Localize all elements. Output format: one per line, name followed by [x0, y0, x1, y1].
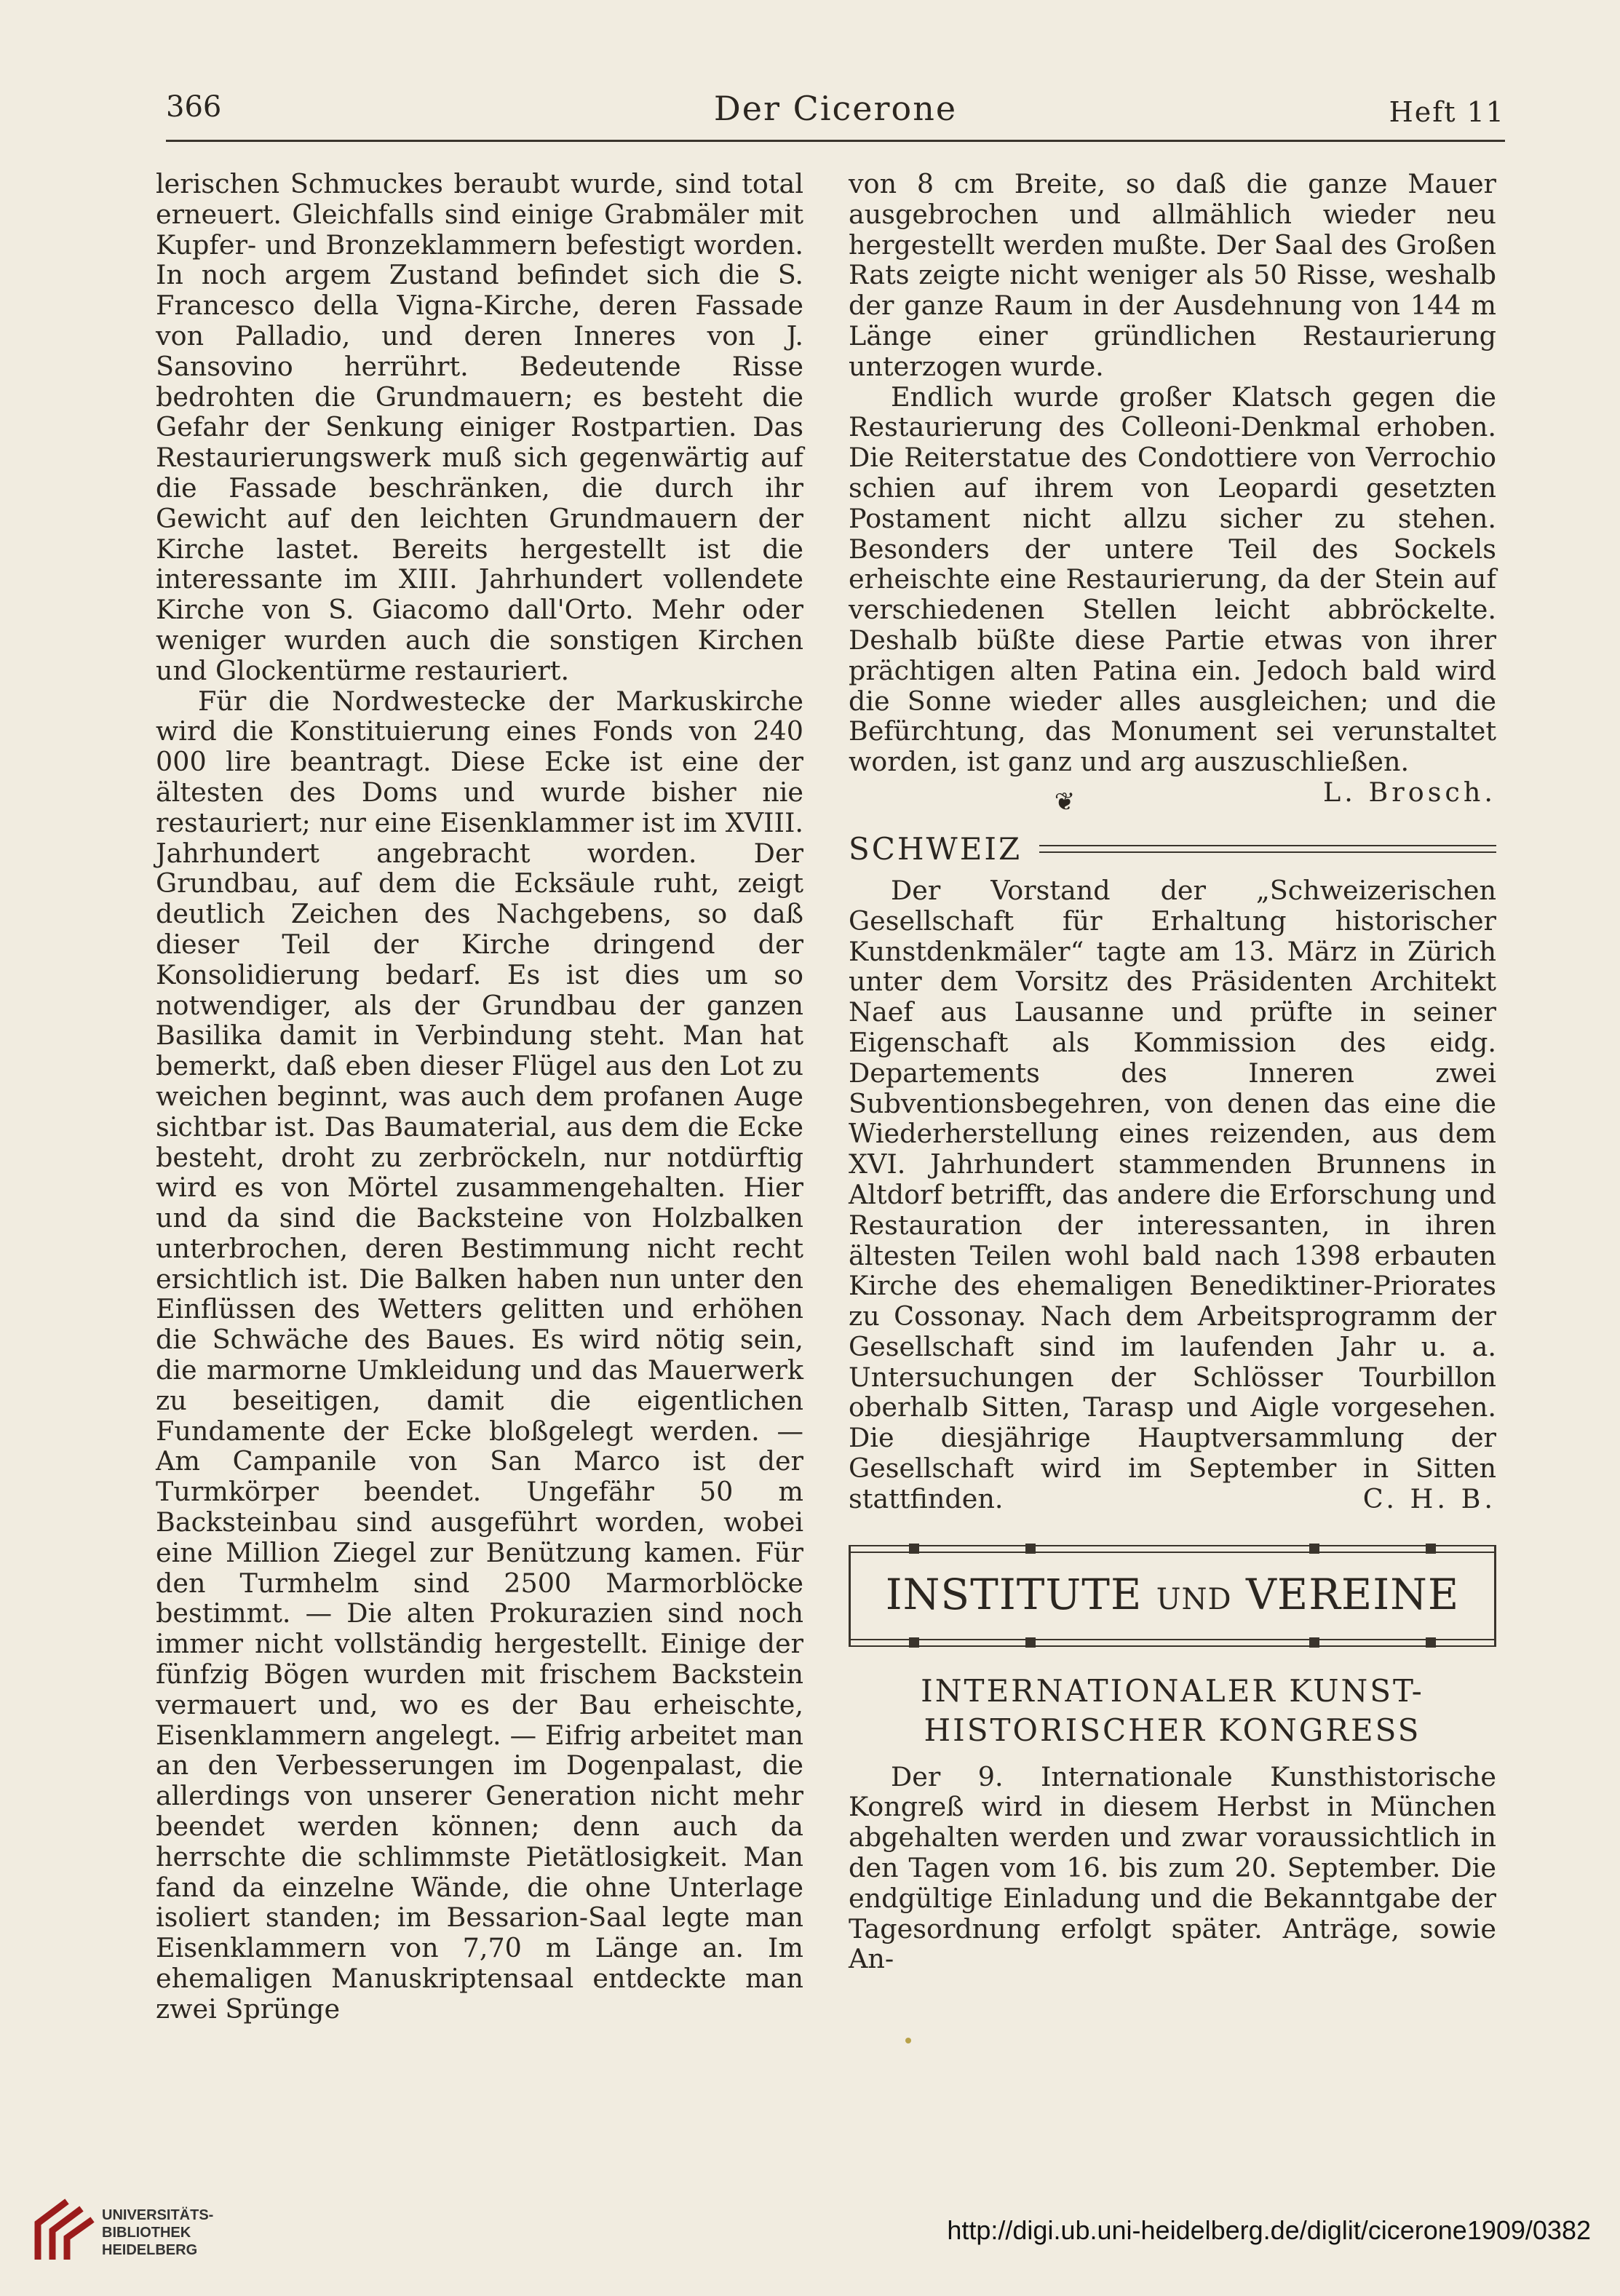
running-header	[166, 82, 1505, 142]
page-number: 366	[166, 90, 222, 124]
banner-title	[851, 1570, 1494, 1619]
paragraph-text: Endlich wurde großer Klatsch gegen die Restaurierung des Colleoni-Denkmal erhoben. Die Reiterstatue des Condottiere von Verrochio schien auf ihrem von Leopardi gesetzten Postament nicht allzu sicher zu stehen. Besonders der untere Teil des Sockels erheischte eine Restaurierung, da der Stein auf verschiedenen Stellen leicht abbröckelte. Deshalb büßte diese Partie etwas von ihrer prächtigen alten Patina ein. Jedoch bald wird die Sonne wieder alles ausgleichen; und die Befürchtung, das Monument sei verunstaltet worden, ist ganz und arg auszuschließen.	[849, 381, 1496, 778]
square-ornament	[909, 1544, 919, 1554]
library-line: HEIDELBERG	[102, 2242, 198, 2258]
banner-word: UND	[1156, 1582, 1232, 1616]
banner-rule-bottom	[851, 1639, 1494, 1647]
heading-line: HISTORISCHER KONGRESS	[924, 1712, 1421, 1748]
square-ornament	[1426, 1637, 1436, 1648]
right-column	[849, 169, 1496, 1974]
library-logo-icon	[23, 2190, 103, 2271]
library-name	[102, 2206, 213, 2259]
ink-dot	[905, 2038, 911, 2043]
square-ornament	[1025, 1544, 1036, 1554]
square-ornament	[1426, 1544, 1436, 1554]
paragraph-text: Der Vorstand der „Schweizerischen Gesellschaft für Erhaltung historischer Kunstdenkmäler“ tagte am 13. März in Zürich unter dem Vorsitz des Präsidenten Architekt Naef aus Lausanne und prüfte in seiner Eigenschaft als Kommission des eidg. Departements des Inneren zwei Subventionsbegehren, von denen das eine die Wiederherstellung eines reizenden, aus dem XVI. Jahrhundert stammenden Brunnens in Altdorf betrifft, das andere die Erforschung und Restauration der interessanten, in ihren ältesten Teilen wohl bald nach 1398 erbauten Kirche des ehemaligen Benediktiner-Priorates zu Cossonay. Nach dem Arbeitsprogramm der Gesellschaft sind im laufenden Jahr u. a. Untersuchungen der Schlösser Tourbillon oberhalb Sitten, Tarasp und Aigle vorgesehen. Die diesjährige Hauptversammlung der Gesellschaft wird im September in Sitten stattfinden.	[849, 874, 1496, 1514]
paragraph	[849, 381, 1496, 808]
source-url[interactable]: http://digi.ub.uni-heidelberg.de/diglit/cicerone1909/0382	[947, 2215, 1591, 2245]
paragraph: lerischen Schmuckes beraubt wurde, sind total erneuert. Gleichfalls sind einige Grabmäler mit Kupfer- und Bronzeklammern befestigt worden. In noch argem Zustand befindet sich die S. Francesco della Vigna-Kirche, deren Fassade von Palladio, und deren Inneres von J. Sansovino herrührt. Bedeutende Risse bedrohten die Grundmauern; es besteht die Gefahr der Senkung einiger Rostpartien. Das Restaurierungswerk muß sich gegenwärtig auf die Fassade beschränken, die durch ihr Gewicht auf den leichten Grundmauern der Kirche lastet. Bereits hergestellt ist die interessante im XIII. Jahrhundert vollendete Kirche von S. Giacomo dall'Orto. Mehr oder weniger wurden auch die sonstigen Kirchen und Glockentürme restauriert.	[156, 168, 803, 686]
article-heading	[849, 1672, 1496, 1750]
left-column	[156, 169, 803, 2025]
heading-line: INTERNATIONALER KUNST-	[921, 1672, 1424, 1709]
banner-rule-top	[851, 1545, 1494, 1553]
paragraph: Der 9. Internationale Kunsthistorische Kongreß wird in diesem Herbst in München abgehalten werden und zwar voraussichtlich in den Tagen vom 16. bis zum 20. September. Die endgültige Einladung und die Bekanntgabe der Tagesordnung erfolgt später. Anträge, sowie An-	[849, 1760, 1496, 1975]
library-line: UNIVERSITÄTS-	[102, 2207, 214, 2223]
banner-word: VEREINE	[1246, 1569, 1460, 1619]
journal-title: Der Cicerone	[713, 89, 958, 128]
banner-word: INSTITUTE	[885, 1569, 1143, 1619]
issue-label: Heft 11	[1389, 96, 1505, 128]
paragraph: Für die Nordwestecke der Markuskirche wird die Konstituierung eines Fonds von 240 000 lire beantragt. Diese Ecke ist eine der ältesten des Doms und wurde bisher nie restauriert; nur eine Eisenklammer ist im XVIII. Jahrhundert angebracht worden. Der Grundbau, auf dem die Ecksäule ruht, zeigt deutlich Zeichen des Nachgebens, so daß dieser Teil der Kirche dringend der Konsolidierung bedarf. Es ist dies um so notwendiger, als der Grundbau der ganzen Basilika damit in Verbindung steht. Man hat bemerkt, daß eben dieser Flügel aus den Lot zu weichen beginnt, was auch dem profanen Auge sichtbar ist. Das Baumaterial, aus dem die Ecke besteht, droht zu zerbröckeln, nur notdürftig wird es von Mörtel zusammengehalten. Hier und da sind die Backsteine von Holzbalken unterbrochen, deren Bestimmung nicht recht ersichtlich ist. Die Balken haben nun unter den Einflüssen des Wetters gelitten und erhöhen die Schwäche des Baues. Es wird nötig sein, die marmorne Umkleidung und das Mauerwerk zu beseitigen, damit die eigentlichen Fundamente der Ecke bloßgelegt werden. — Am Campanile von San Marco ist der Turmkörper beendet. Ungefähr 50 m Backsteinbau sind ausgeführt worden, wobei eine Million Ziegel zur Benützung kamen. Für den Turmhelm sind 2500 Marmorblöcke bestimmt. — Die alten Prokurazien sind noch immer nicht vollständig hergestellt. Einige der fünfzig Bögen wurden mit frischem Backstein vermauert und, wo es der Bau erheischte, Eisenklammern angelegt. — Eifrig arbeitet man an den Verbesserungen im Dogenpalast, die allerdings von unserer Generation nicht mehr beendet werden können; denn auch da herrschte die schlimmste Pietätlosigkeit. Man fand da einzelne Wände, die ohne Unterlage isoliert standen; im Bessarion-Saal legte man Eisenklammern von 7,70 m Länge an. Im ehemaligen Manuskriptensaal entdeckte man zwei Sprünge	[156, 685, 803, 2025]
author-signature: L. Brosch.	[1323, 776, 1496, 808]
author-signature: C. H. B.	[1362, 1482, 1496, 1514]
square-ornament	[909, 1637, 919, 1648]
library-line: BIBLIOTHEK	[102, 2225, 191, 2241]
double-rule	[1039, 845, 1496, 853]
section-banner-institute	[849, 1545, 1496, 1647]
logo-mark	[38, 2201, 92, 2260]
paragraph	[849, 875, 1496, 1514]
square-ornament	[1309, 1637, 1319, 1648]
ornament: ❦	[1054, 787, 1076, 817]
paragraph: von 8 cm Breite, so daß die ganze Mauer ausgebrochen und allmählich wieder neu hergestellt werden mußte. Der Saal des Großen Rats zeigte nicht weniger als 50 Risse, weshalb der ganze Raum in der Ausdehnung von 144 m Länge einer gründlichen Restaurierung unterzogen wurde.	[849, 168, 1496, 382]
section-heading-schweiz	[849, 831, 1496, 867]
square-ornament	[1309, 1544, 1319, 1554]
section-title: SCHWEIZ	[849, 830, 1023, 867]
square-ornament	[1025, 1637, 1036, 1648]
